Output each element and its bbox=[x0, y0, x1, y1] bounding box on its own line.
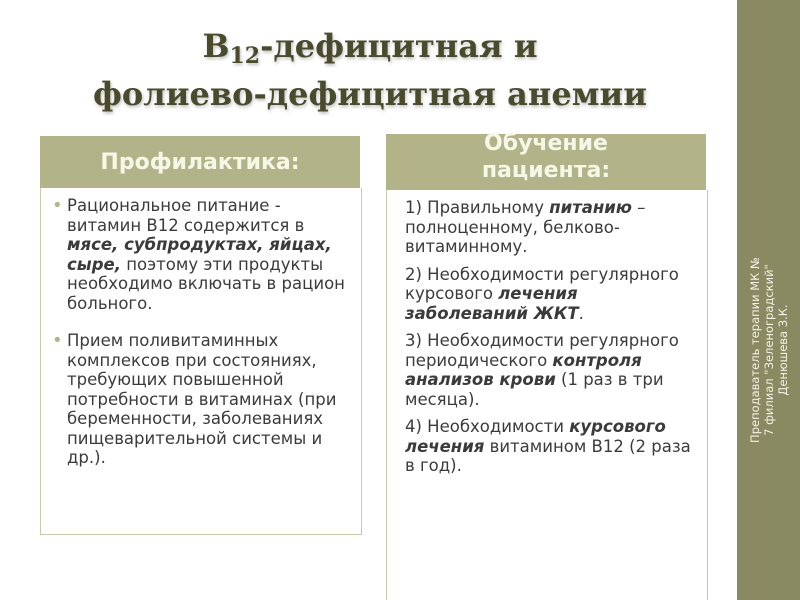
author-line-2: 7 филиал "Зеленоградский" bbox=[762, 264, 776, 436]
author-line-1: Преподаватель терапии МК № bbox=[748, 257, 762, 443]
slide-title bbox=[60, 22, 680, 118]
title-line-2: фолиево-дефицитная анемии bbox=[93, 75, 647, 113]
author-line-3: Денюшева З.К. bbox=[776, 304, 790, 396]
patient-education-header: Обучение пациента: bbox=[386, 134, 706, 190]
education-item-3: 3) Необходимости регулярного периодического контроля анализов крови (1 раз в три месяца). bbox=[405, 331, 679, 409]
title-line-1: $B_{12}$-дефицитная и bbox=[202, 27, 538, 69]
prevention-item-vitamins: • Прием поливитаминных комплексов при состояниях, требующих повышенной потребности в витаминах (при беременности, заболеваниях пищеварительной системы и др.). bbox=[67, 331, 357, 468]
patient-education-panel bbox=[386, 190, 708, 600]
prevention-panel bbox=[40, 188, 362, 535]
prevention-item-nutrition: • Рациональное питание - витамин B12 содержится в мясе, субпродуктах, яйцах, сыре, поэтому эти продукты необходимо включать в рацион больного. bbox=[67, 196, 357, 313]
education-item-4: 4) Необходимости курсового лечения витамином B12 (2 раза в год). bbox=[405, 417, 691, 475]
prevention-header: Профилактика: bbox=[40, 136, 360, 188]
author-caption bbox=[745, 232, 793, 468]
education-item-1: 1) Правильному питанию – полноценному, белково-витаминному. bbox=[405, 198, 646, 256]
education-item-2: 2) Необходимости регулярного курсового лечения заболеваний ЖКТ. bbox=[405, 264, 679, 323]
